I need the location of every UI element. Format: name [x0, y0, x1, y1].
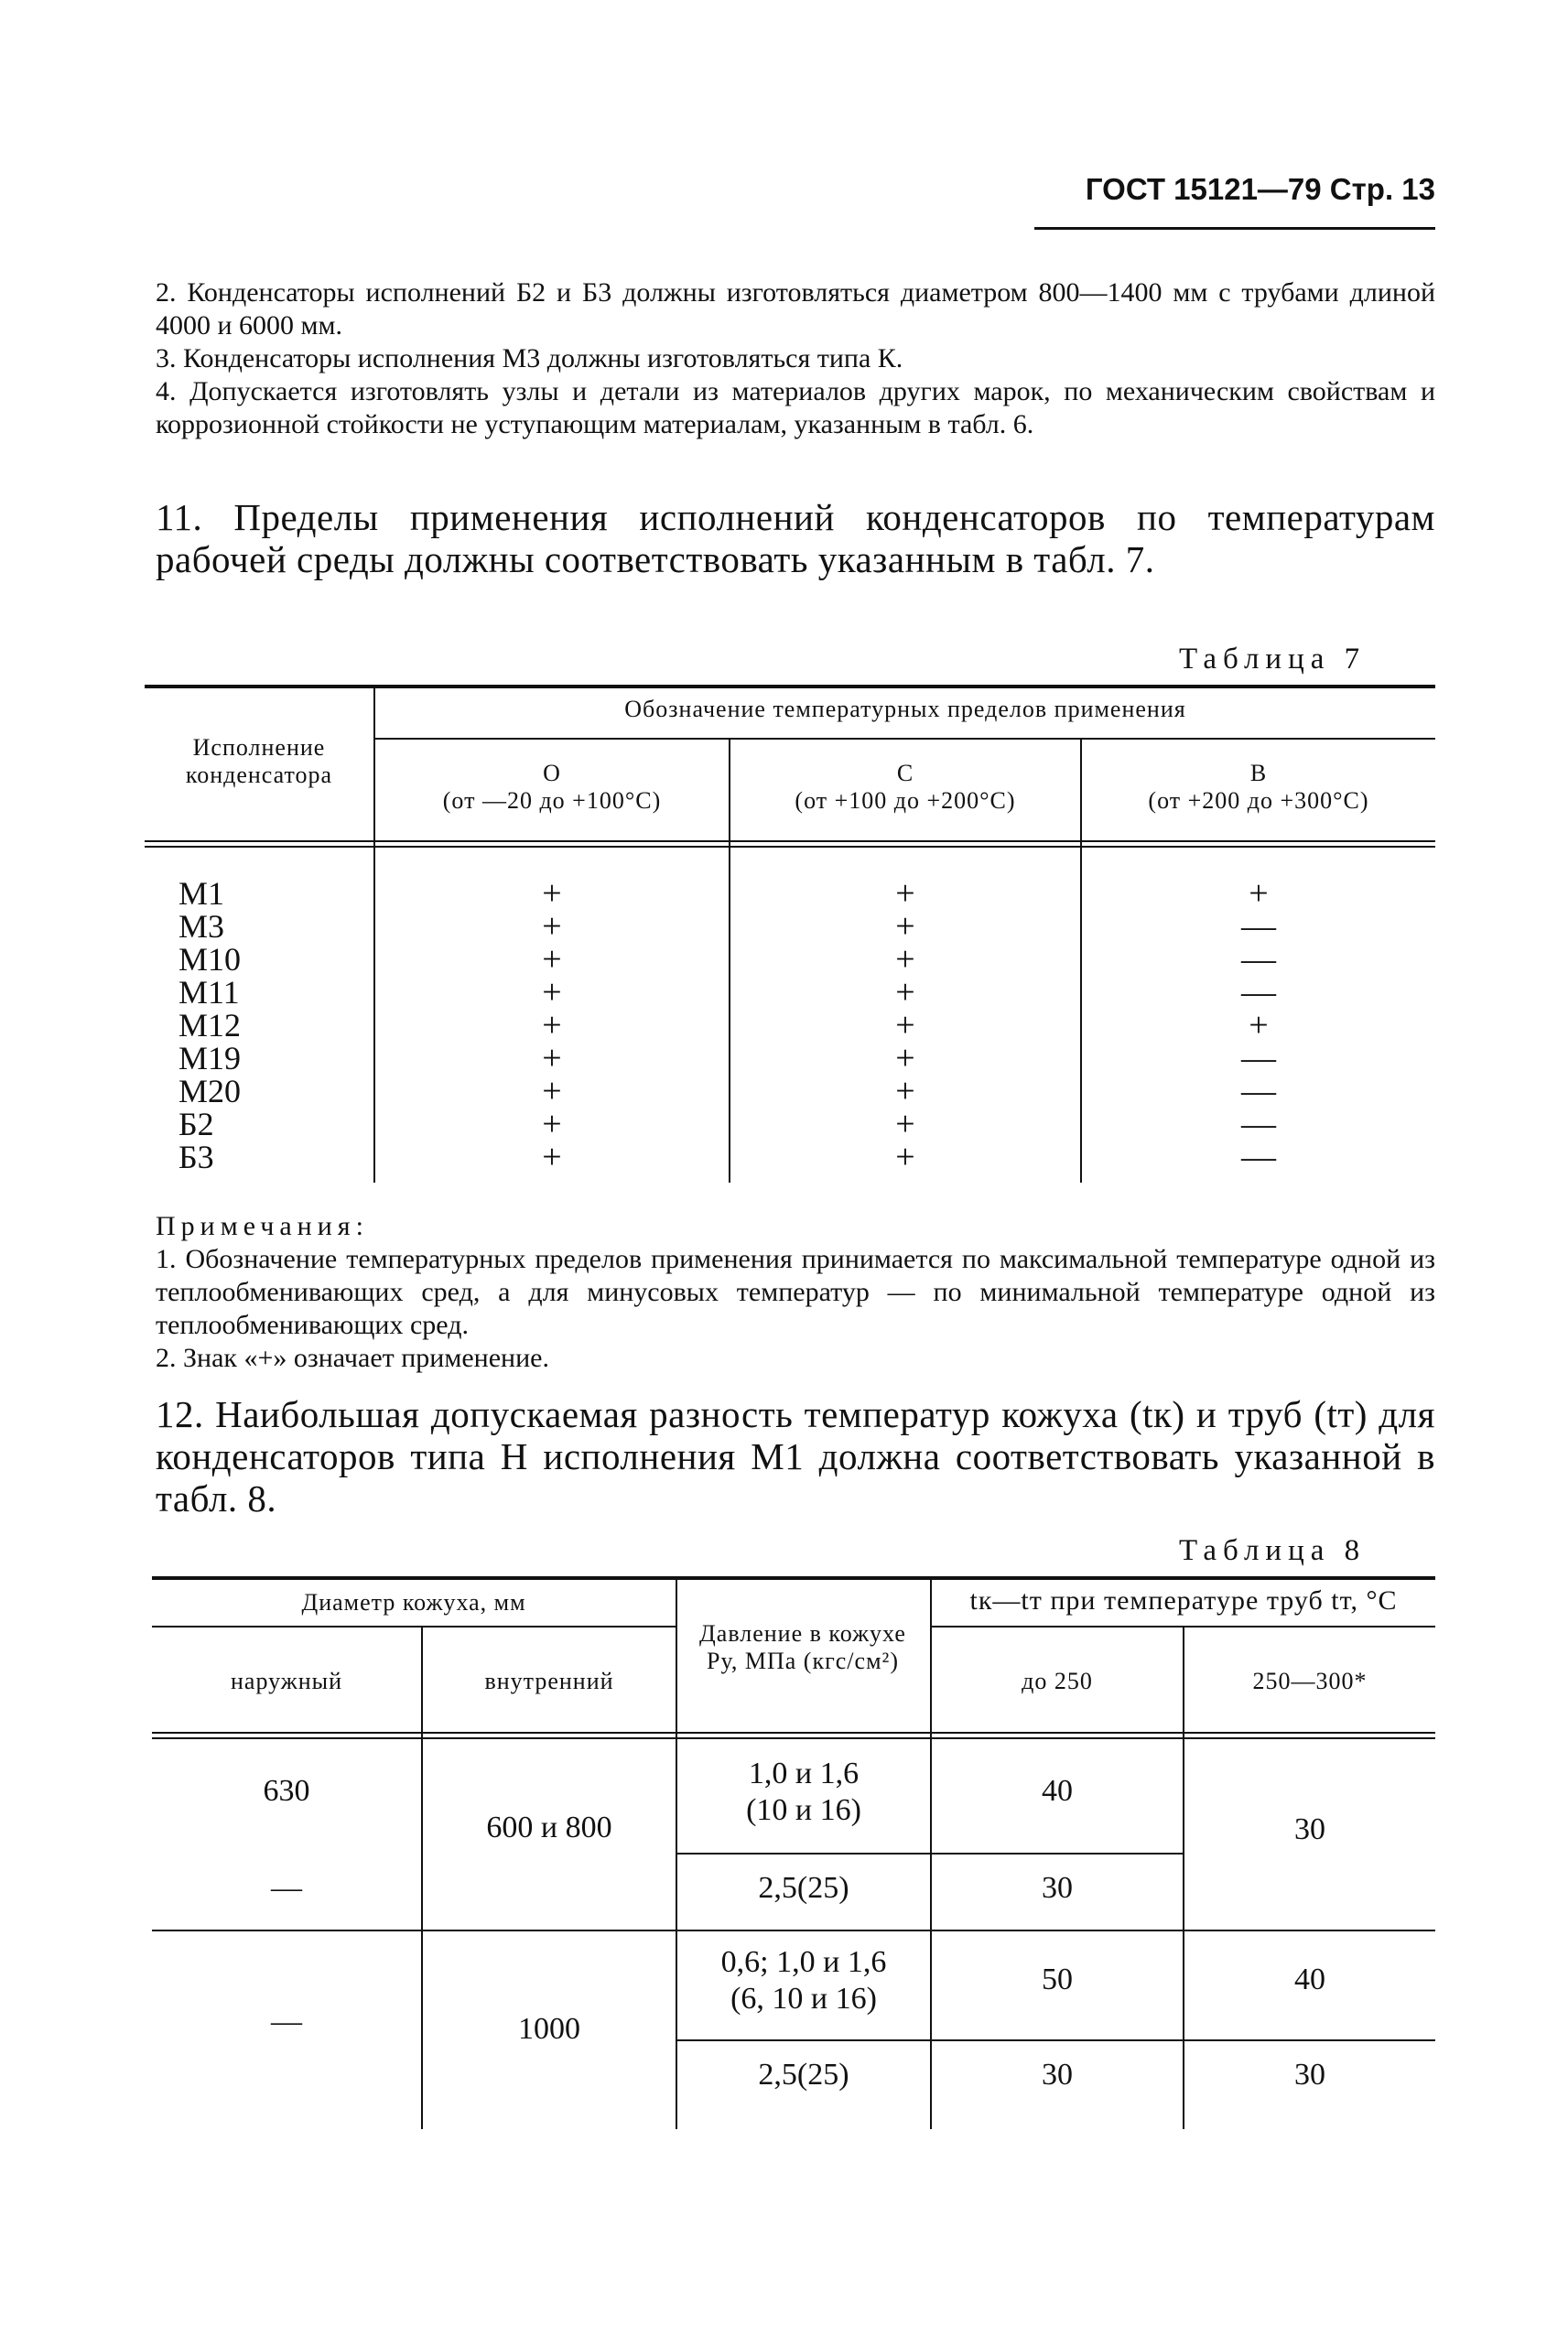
table8-h-diam: Диаметр кожуха, мм	[301, 1589, 526, 1616]
exec-b3: Б3	[178, 1139, 214, 1175]
page-number: Стр. 13	[1329, 172, 1435, 206]
r1-pressure	[677, 1756, 930, 1829]
sign-c: +	[895, 1039, 915, 1077]
table7-col-b	[1082, 760, 1435, 815]
sign-b: —	[1241, 1138, 1276, 1176]
table7-col-exec: Исполнение конденсатора	[185, 734, 333, 788]
table7-caption: Таблица 7	[1179, 643, 1367, 676]
exec-m11: М11	[178, 974, 240, 1011]
paragraph-11: 11. Пределы применения исполнений конденсаторов по температурам рабочей среды должны соответствовать указанным в табл. 7.	[156, 496, 1435, 580]
exec-m20: М20	[178, 1073, 242, 1109]
sign-c: +	[895, 1072, 915, 1110]
sign-c: +	[895, 907, 915, 946]
sign-b: —	[1241, 1039, 1276, 1077]
sign-o: +	[542, 874, 562, 913]
sign-c: +	[895, 1138, 915, 1176]
table8-h-inner: внутренний	[484, 1668, 614, 1694]
r1-pressure-mpa: 1,0 и 1,6	[748, 1757, 860, 1790]
r1-outer: 630	[263, 1774, 310, 1808]
table7-top-rule	[145, 685, 1435, 688]
r2-val-t1: 30	[1042, 1871, 1073, 1905]
table8-h-press: Давление в кожухе Pу, МПа (кгс/см²)	[699, 1620, 906, 1674]
table8-vline-3	[930, 1578, 932, 2129]
col-b-range: (от +200 до +300°С)	[1148, 787, 1369, 814]
r3-inner: 1000	[518, 2012, 580, 2046]
col-o-code: О	[543, 760, 561, 786]
r4-val-t2: 30	[1294, 2058, 1325, 2092]
r3-pressure-kgf: (6, 10 и 16)	[730, 1982, 877, 2016]
table7-header-rule-1	[145, 840, 1435, 842]
table8-r3-inner-rule	[677, 2039, 1435, 2041]
exec-m10: М10	[178, 941, 242, 978]
sign-c: +	[895, 973, 915, 1011]
sign-c: +	[895, 874, 915, 913]
sign-b: +	[1249, 1006, 1269, 1044]
exec-m3: М3	[178, 908, 225, 945]
table7-header-rule-2	[145, 846, 1435, 848]
sign-o: +	[542, 1105, 562, 1143]
sign-o: +	[542, 1006, 562, 1044]
page-header	[1034, 172, 1435, 207]
notes7-title: Примечания:	[156, 1211, 369, 1241]
r3-pressure	[677, 1944, 930, 2017]
note-3: 3. Конденсаторы исполнения М3 должны изготовляться типа К.	[156, 343, 903, 373]
r1-val-t1: 40	[1042, 1774, 1073, 1808]
r4-val-t1: 30	[1042, 2058, 1073, 2092]
col-o-range: (от —20 до +100°С)	[442, 787, 662, 814]
r2-outer: —	[271, 1871, 302, 1905]
r3-outer: —	[271, 2005, 302, 2038]
sign-o: +	[542, 940, 562, 979]
exec-m1: М1	[178, 875, 225, 912]
table8-vline-1	[421, 1628, 423, 2129]
table8-group-rule	[152, 1930, 1435, 1931]
r4-pressure: 2,5(25)	[758, 2058, 849, 2092]
table8-h-t1: до 250	[1022, 1668, 1093, 1694]
table8-header-rule-1	[152, 1732, 1435, 1734]
table7-col-c	[730, 760, 1080, 815]
note-4: 4. Допускается изготовлять узлы и детали из материалов других марок, по механическим свойствам и коррозионной стойкости не уступающим материалам, указанным в табл. 6.	[156, 376, 1435, 439]
header-rule	[1034, 227, 1435, 230]
table8-h-delta: tк—tт при температуре труб tт, °С	[969, 1585, 1398, 1616]
r3-pressure-mpa: 0,6; 1,0 и 1,6	[720, 1945, 887, 1979]
table8-h-outer: наружный	[230, 1668, 343, 1694]
sign-o: +	[542, 1039, 562, 1077]
sign-b: —	[1241, 1072, 1276, 1110]
r1-inner: 600 и 800	[486, 1811, 612, 1844]
table8-top-rule	[152, 1576, 1435, 1580]
sign-b: —	[1241, 973, 1276, 1011]
r1-pressure-kgf: (10 и 16)	[746, 1793, 861, 1827]
col-c-range: (от +100 до +200°С)	[795, 787, 1016, 814]
table8-vline-4	[1183, 1628, 1184, 2129]
sign-c: +	[895, 940, 915, 979]
table7-group-header: Обозначение температурных пределов применения	[624, 696, 1186, 722]
sign-o: +	[542, 973, 562, 1011]
table7-col-c-values	[730, 874, 1080, 1176]
r2-pressure: 2,5(25)	[758, 1871, 849, 1905]
table7-col-b-values	[1082, 874, 1435, 1176]
notes7-2: 2. Знак «+» означает применение.	[156, 1343, 549, 1373]
col-b-code: В	[1249, 760, 1268, 786]
table8-diam-rule	[152, 1626, 676, 1628]
sign-b: —	[1241, 940, 1276, 979]
sign-c: +	[895, 1006, 915, 1044]
table8-h-t2: 250—300*	[1252, 1668, 1368, 1694]
table8-caption: Таблица 8	[1179, 1534, 1367, 1567]
col-c-code: С	[896, 760, 914, 786]
exec-b2: Б2	[178, 1106, 214, 1142]
table7-exec-list	[178, 877, 362, 1173]
r3-val-t1: 50	[1042, 1963, 1073, 1996]
sign-b: —	[1241, 1105, 1276, 1143]
sign-o: +	[542, 907, 562, 946]
table7-col-o	[375, 760, 729, 815]
paragraph-12: 12. Наибольшая допускаемая разность температур кожуха (tк) и труб (tт) для конденсаторов типа Н исполнения М1 должна соответствовать указанной в табл. 8.	[156, 1393, 1435, 1519]
table7-col-o-values	[375, 874, 729, 1176]
r3-val-t2: 40	[1294, 1963, 1325, 1996]
sign-c: +	[895, 1105, 915, 1143]
sign-b: +	[1249, 874, 1269, 913]
sign-o: +	[542, 1138, 562, 1176]
exec-m12: М12	[178, 1007, 242, 1044]
exec-m19: М19	[178, 1040, 242, 1076]
sign-o: +	[542, 1072, 562, 1110]
r1-val-t2: 30	[1294, 1812, 1325, 1846]
table7-group-rule	[373, 738, 1435, 740]
sign-b: —	[1241, 907, 1276, 946]
table8-vline-2	[676, 1578, 677, 2129]
notes7-1: 1. Обозначение температурных пределов применения принимается по максимальной температуре одной из теплообменивающих сред, а для минусовых температур — по минимальной температуре одной из теплообменивающих сред.	[156, 1244, 1435, 1340]
table8-header-rule-2	[152, 1737, 1435, 1739]
note-2: 2. Конденсаторы исполнений Б2 и Б3 должны изготовляться диаметром 800—1400 мм с трубами длиной 4000 и 6000 мм.	[156, 277, 1435, 341]
standard-number: ГОСТ 15121—79	[1085, 172, 1322, 206]
